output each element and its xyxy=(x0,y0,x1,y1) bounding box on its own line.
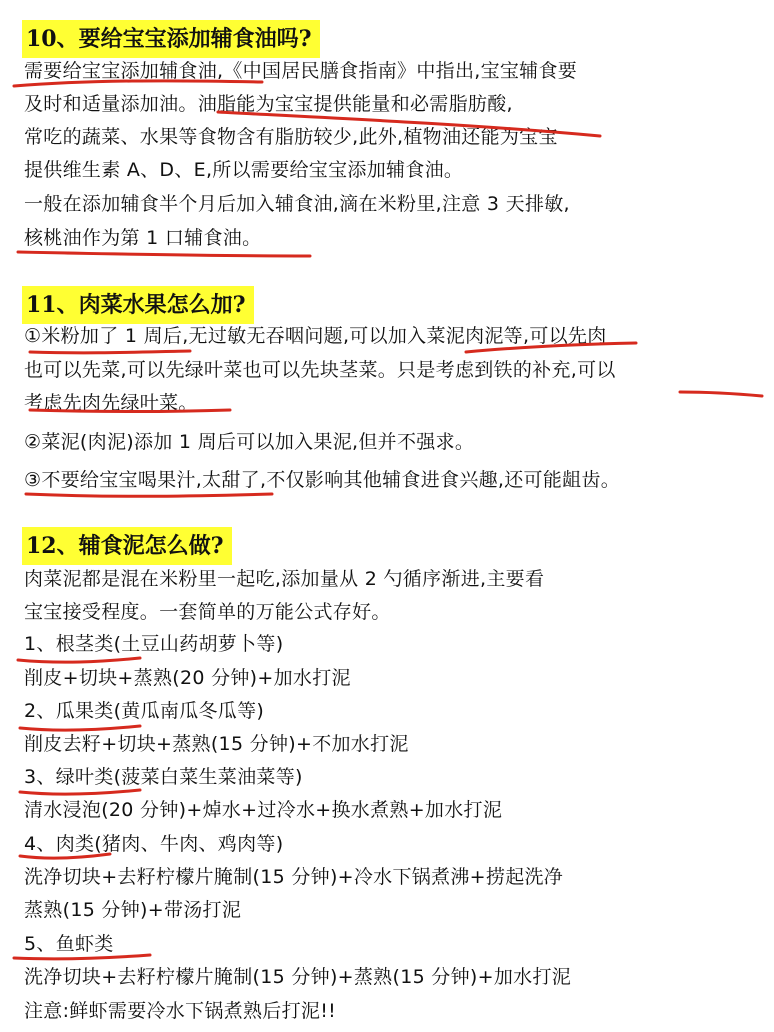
section-10-line-3: 常吃的蔬菜、水果等食物含有脂肪较少,此外,植物油还能为宝宝 xyxy=(24,126,558,148)
section-10-line-1: 需要给宝宝添加辅食油,《中国居民膳食指南》中指出,宝宝辅食要 xyxy=(24,60,578,82)
section-11-line-5: ③不要给宝宝喝果汁,太甜了,不仅影响其他辅食进食兴趣,还可能龃齿。 xyxy=(24,469,621,491)
section-12-line-12: 5、鱼虾类 xyxy=(24,933,114,955)
section-12-heading: 12、辅食泥怎么做? xyxy=(22,527,232,565)
section-11-line-3: 考虑先肉先绿叶菜。 xyxy=(24,392,198,414)
underline-mark xyxy=(680,392,762,396)
underline-mark xyxy=(26,494,272,496)
section-11-heading: 11、肉菜水果怎么加? xyxy=(22,286,254,324)
section-12-line-2: 宝宝接受程度。一套简单的万能公式存好。 xyxy=(24,601,391,623)
section-12-line-6: 削皮去籽+切块+蒸熟(15 分钟)+不加水打泥 xyxy=(24,733,409,755)
section-12-line-7: 3、绿叶类(菠菜白菜生菜油菜等) xyxy=(24,766,303,788)
section-12-line-14: 注意:鲜虾需要冷水下锅煮熟后打泥!! xyxy=(24,1000,337,1022)
section-11-line-4: ②菜泥(肉泥)添加 1 周后可以加入果泥,但并不强求。 xyxy=(24,431,475,453)
section-11-line-2: 也可以先菜,可以先绿叶菜也可以先块茎菜。只是考虑到铁的补充,可以 xyxy=(24,359,616,381)
section-12-line-3: 1、根茎类(土豆山药胡萝卜等) xyxy=(24,633,284,655)
underline-mark xyxy=(18,658,140,662)
underline-mark xyxy=(30,351,190,353)
section-12-line-1: 肉菜泥都是混在米粉里一起吃,添加量从 2 勺循序渐进,主要看 xyxy=(24,568,545,590)
section-12-line-5: 2、瓜果类(黄瓜南瓜冬瓜等) xyxy=(24,700,265,722)
section-12-line-13: 洗净切块+去籽柠檬片腌制(15 分钟)+蒸熟(15 分钟)+加水打泥 xyxy=(24,966,572,988)
section-12-line-4: 削皮+切块+蒸熟(20 分钟)+加水打泥 xyxy=(24,667,351,689)
section-10-line-2: 及时和适量添加油。油脂能为宝宝提供能量和必需脂肪酸, xyxy=(24,93,513,115)
section-10-line-4: 提供维生素 A、D、E,所以需要给宝宝添加辅食油。 xyxy=(24,159,464,181)
section-10-line-5: 一般在添加辅食半个月后加入辅食油,滴在米粉里,注意 3 天排敏, xyxy=(24,193,570,215)
section-12-line-9: 4、肉类(猪肉、牛肉、鸡肉等) xyxy=(24,833,284,855)
underline-mark xyxy=(18,252,310,256)
section-12-line-10: 洗净切块+去籽柠檬片腌制(15 分钟)+冷水下锅煮沸+捞起洗净 xyxy=(24,866,564,888)
section-11-line-1: ①米粉加了 1 周后,无过敏无吞咽问题,可以加入菜泥肉泥等,可以先肉 xyxy=(24,325,607,347)
section-12-line-11: 蒸熟(15 分钟)+带汤打泥 xyxy=(24,899,242,921)
section-12-line-8: 清水浸泡(20 分钟)+焯水+过冷水+换水煮熟+加水打泥 xyxy=(24,799,503,821)
section-10-line-6: 核桃油作为第 1 口辅食油。 xyxy=(24,227,262,249)
section-10-heading: 10、要给宝宝添加辅食油吗? xyxy=(22,20,320,58)
